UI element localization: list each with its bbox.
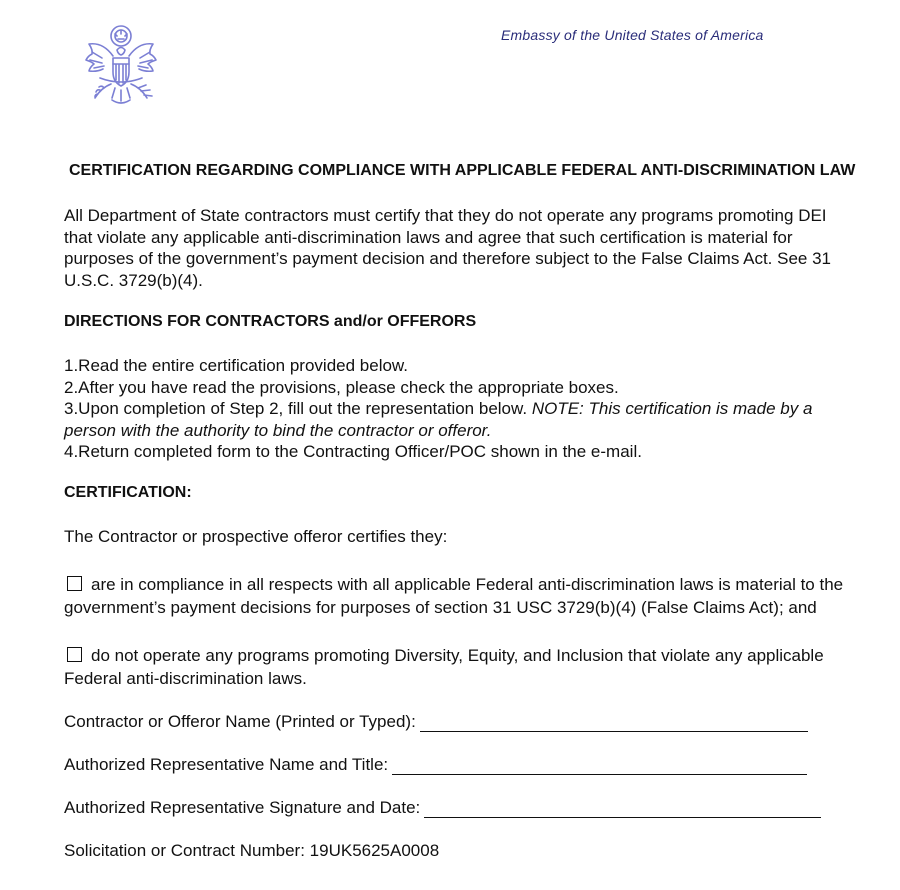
rep-name-title-label: Authorized Representative Name and Title: <box>64 755 389 774</box>
step-3-note: NOTE: This certification is made by a person with the authority to bind the contractor or offeror. <box>64 399 813 440</box>
dei-option-label: do not operate any programs promoting Diversity, Equity, and Inclusion that violate any applicable Federal anti-discrimination laws. <box>64 646 824 688</box>
directions-heading: DIRECTIONS FOR CONTRACTORS and/or OFFERORS <box>64 313 477 330</box>
certifies-lead-text: The Contractor or prospective offeror certifies they: <box>64 527 448 546</box>
rep-name-title-field <box>64 755 807 775</box>
contractor-name-input-line[interactable] <box>420 715 808 732</box>
great-seal-eagle-icon <box>80 22 162 114</box>
step-4: 4.Return completed form to the Contracting Officer/POC shown in the e-mail. <box>64 442 642 461</box>
solicitation-value: 19UK5625A0008 <box>309 841 440 860</box>
contractor-name-field <box>64 712 808 732</box>
rep-signature-date-field <box>64 798 821 818</box>
step-3 <box>64 398 834 441</box>
compliance-option-label: are in compliance in all respects with all applicable Federal anti-discrimination laws is material to the government’s payment decisions for purposes of section 31 USC 3729(b)(4) (False Claims Act); and <box>64 575 844 617</box>
compliance-checkbox[interactable] <box>67 576 82 591</box>
step-2: 2.After you have read the provisions, please check the appropriate boxes. <box>64 377 619 397</box>
document-title: CERTIFICATION REGARDING COMPLIANCE WITH APPLICABLE FEDERAL ANTI-DISCRIMINATION LAW <box>69 162 856 179</box>
step-1: 1.Read the entire certification provided below. <box>64 356 408 375</box>
rep-name-title-input-line[interactable] <box>392 758 807 775</box>
certification-option-compliance <box>64 573 844 619</box>
solicitation-number-field <box>64 841 439 861</box>
rep-signature-date-label: Authorized Representative Signature and Date: <box>64 798 421 817</box>
step-3-text: 3.Upon completion of Step 2, fill out the representation below. <box>64 399 528 418</box>
directions-steps <box>64 355 834 463</box>
embassy-header-text: Embassy of the United States of America <box>501 27 764 43</box>
intro-text: All Department of State contractors must certify that they do not operate any programs promoting DEI that violate any applicable anti-discrimination laws and agree that such certification is material for purposes of the government’s payment decision and therefore subject to the False Claims Act. See 31 U.S.C. 3729(b)(4). <box>64 206 832 290</box>
contractor-name-label: Contractor or Offeror Name (Printed or Typed): <box>64 712 416 731</box>
certification-heading: CERTIFICATION: <box>64 484 192 501</box>
solicitation-label: Solicitation or Contract Number: <box>64 841 305 860</box>
certification-option-dei <box>64 644 844 690</box>
intro-paragraph <box>64 205 834 291</box>
rep-signature-date-input-line[interactable] <box>424 801 821 818</box>
dei-checkbox[interactable] <box>67 647 82 662</box>
